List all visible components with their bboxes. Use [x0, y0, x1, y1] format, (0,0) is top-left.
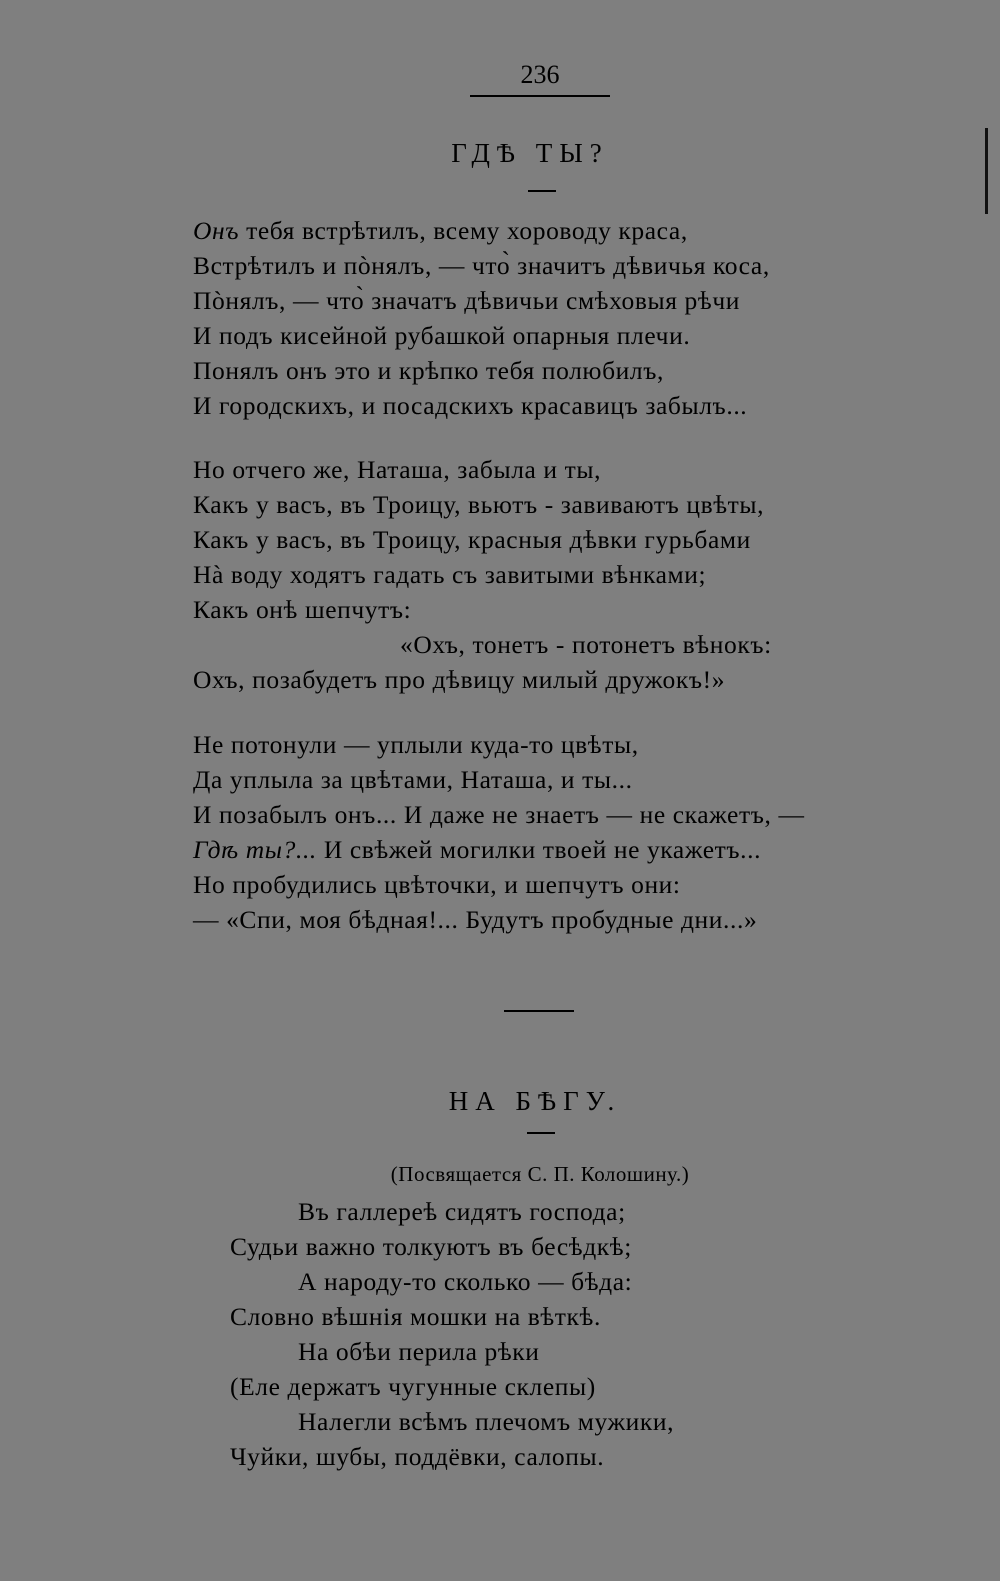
poem-line: Словно вѣшнія мошки на вѣткѣ.: [230, 1302, 601, 1331]
poem-line-text: И позабылъ онъ... И даже не знаетъ — не скажетъ, —: [193, 800, 805, 829]
poem-line: [193, 286, 740, 316]
poem-line: Но отчего же, Наташа, забыла и ты,: [193, 455, 602, 484]
poem-line-text: тебя встрѣтилъ, всему хороводу краса,: [239, 216, 688, 245]
poem-line-quote: «Охъ, тонетъ - потонетъ вѣнокъ:: [400, 630, 772, 659]
poem-line: Судьи важно толкуютъ въ бесѣдкѣ;: [230, 1232, 632, 1261]
poem-line: [193, 835, 761, 865]
poem-line: А народу-то сколько — бѣда:: [298, 1267, 633, 1296]
poem-line-text: И свѣжей могилки твоей не укажетъ...: [316, 835, 762, 864]
poem-line: [193, 905, 757, 935]
page-number: 236: [520, 60, 560, 89]
poem-line-text: Встрѣтилъ и пòнялъ, — что̀ значитъ дѣвичья коса,: [193, 251, 770, 280]
poem-line-text: Да уплыла за цвѣтами, Наташа, и ты...: [193, 765, 633, 794]
poem-line: [193, 356, 664, 386]
poem-line: Какъ у васъ, въ Троицу, красныя дѣвки гурьбами: [193, 525, 751, 554]
poem-line: [193, 321, 690, 351]
section-separator: [504, 1010, 574, 1012]
poem-line: [193, 870, 681, 900]
header-rule: [470, 95, 610, 97]
poem-line-italic: Онъ: [193, 216, 240, 245]
poem2-dedication: (Посвящается С. П. Колошину.): [390, 1162, 690, 1186]
poem-line-text: Понялъ онъ это и крѣпко тебя полюбилъ,: [193, 356, 664, 385]
poem-line: Какъ онѣ шепчутъ:: [193, 595, 412, 624]
poem-line-text: Не потонули — уплыли куда-то цвѣты,: [193, 730, 639, 759]
page-edge-mark: [985, 128, 988, 214]
poem1-title-dash: [528, 190, 556, 192]
poem-line: На обѣи перила рѣки: [298, 1337, 540, 1366]
poem-line: [193, 391, 747, 421]
poem-line-text: Пòнялъ, — что̀ значатъ дѣвичьи смѣховыя рѣчи: [193, 286, 740, 315]
poem-line: [193, 730, 639, 760]
poem-line-text: — «Спи, моя бѣдная!... Будутъ пробудные дни...»: [193, 905, 758, 934]
poem-line: Какъ у васъ, въ Троицу, вьютъ - завиваютъ цвѣты,: [193, 490, 765, 519]
poem-line: (Еле держатъ чугунные склепы): [230, 1372, 596, 1401]
poem-line: Чуйки, шубы, поддёвки, салопы.: [230, 1442, 605, 1471]
poem-line: Налегли всѣмъ плечомъ мужики,: [298, 1407, 675, 1436]
poem-line: Нà воду ходятъ гадать съ завитыми вѣнками;: [193, 560, 707, 589]
poem1-title: ГДѢ ТЫ?: [451, 138, 609, 168]
poem-line: Охъ, позабудетъ про дѣвицу милый дружокъ!»: [193, 665, 726, 694]
poem2-title: НА БѢГУ.: [448, 1086, 622, 1116]
poem-line-text: И подъ кисейной рубашкой опарныя плечи.: [193, 321, 691, 350]
poem-line: [193, 251, 770, 281]
poem-line: [193, 800, 805, 830]
poem-line-text: Но пробудились цвѣточки, и шепчутъ они:: [193, 870, 681, 899]
poem-line: [193, 216, 688, 246]
poem2-title-dash: [527, 1132, 555, 1134]
poem-line-italic: Гдѣ ты?...: [193, 835, 317, 864]
poem-line-text: И городскихъ, и посадскихъ красавицъ забылъ...: [193, 391, 748, 420]
poem-line: Въ галлереѣ сидятъ господа;: [298, 1197, 626, 1226]
poem-line: [193, 765, 633, 795]
